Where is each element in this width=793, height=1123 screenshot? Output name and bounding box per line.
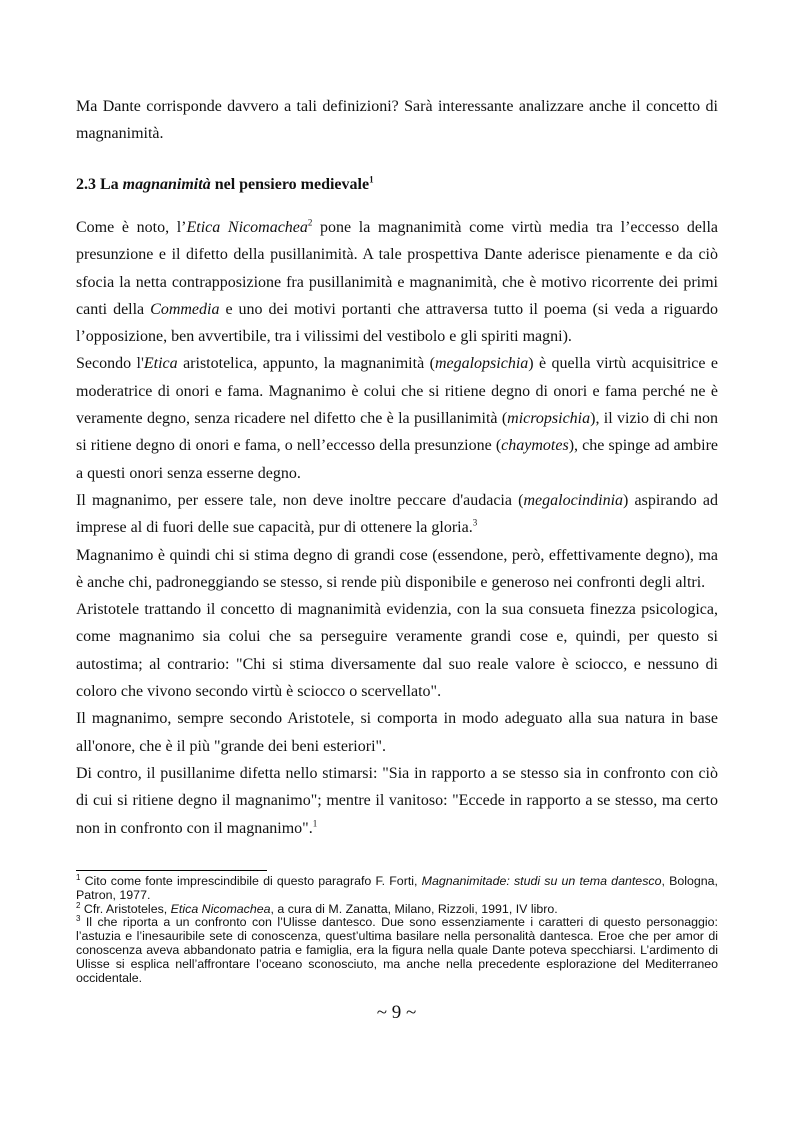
paragraph-5: Aristotele trattando il concetto di magnanimità evidenzia, con la sua consueta finezza psicologica, come magnanimo sia colui che sa perseguire veramente grandi cose e, quindi, per questo si autostima; al contrario: "Chi si stima diversamente dal suo reale valore è sciocco, e nessuno di coloro che vivono secondo virtù è sciocco o scervellato". bbox=[76, 601, 718, 701]
italic-term: Etica bbox=[143, 355, 178, 373]
text-run: Il che riporta a un confronto con l’Ulisse dantesco. Due sono essenziamente i caratteri di questo personaggio: l’astuzia e l’inesauribile sete di conoscenza, quest’ultima basilare nella personalità dantesca. Eroe che per amor di conoscenza aveva abbandonato patria e famiglia, era la figura nella quale Dante poteva specchiarsi. L’ardimento di Ulisse si esplica nell’affrontare l’oceano sconosciuto, ma anche nella precedente esplorazione del Mediterraneo occidentale. bbox=[76, 915, 718, 985]
italic-title: Magnanimitade: studi su un tema dantesco bbox=[421, 874, 662, 888]
page-number: ~ 9 ~ bbox=[376, 1002, 417, 1023]
italic-title: Commedia bbox=[150, 300, 220, 318]
italic-term: megalocindinia bbox=[523, 491, 624, 509]
italic-title: Etica Nicomachea bbox=[186, 219, 308, 236]
text-run: Cito come fonte imprescindibile di questo paragrafo F. Forti, bbox=[80, 874, 422, 888]
text-run: Come è noto, l’ bbox=[76, 219, 187, 236]
italic-term: micropsichia bbox=[507, 410, 591, 428]
paragraph-3 bbox=[76, 487, 718, 542]
italic-term: chaymotes bbox=[501, 437, 569, 455]
italic-title: Etica Nicomachea bbox=[170, 901, 271, 916]
text-run: ), il vizio di chi non si ritiene degno di onori e fama, o nell’eccesso della presunzione ( bbox=[76, 410, 719, 455]
paragraph-7 bbox=[76, 760, 718, 842]
text-run: e uno dei motivi portanti che attraversa tutto il poema (si veda a riguardo l’opposizione, ben avvertibile, tra i vilissimi del vestibolo e gli spiriti magni). bbox=[76, 300, 719, 346]
text-run: ) è quella virtù acquisitrice e moderatrice di onori e fama. Magnanimo è colui che si ritiene degno di onori e fama perché ne è veramente degno, senza ricadere nel difetto che è la pusillanimità ( bbox=[76, 355, 719, 428]
paragraph-1 bbox=[76, 214, 718, 350]
heading-footnote-ref[interactable]: 1 bbox=[369, 174, 374, 185]
footnote-number: 2 bbox=[76, 900, 81, 910]
footnote-1 bbox=[76, 872, 719, 903]
text-run: Di contro, il pusillanime difetta nello stimarsi: "Sia in rapporto a se stesso sia in confronto con ciò di cui si ritiene degno il magnanimo"; mentre il vanitoso: "Eccede in rapporto a se stesso, ma certo non in confronto con il magnanimo". bbox=[76, 764, 718, 837]
heading-rest: nel pensiero medievale bbox=[210, 176, 370, 193]
intro-paragraph bbox=[76, 93, 718, 148]
paragraph-6: Il magnanimo, sempre secondo Aristotele, si comporta in modo adeguato alla sua natura in base all'onore, che è il più "grande dei beni esteriori". bbox=[76, 710, 718, 755]
text-run: ), che spinge ad ambire a questi onori senza esserne degno. bbox=[76, 437, 719, 482]
footnote-ref[interactable]: 3 bbox=[472, 517, 478, 528]
footnote-number: 3 bbox=[76, 914, 81, 924]
text-run: , Bologna, Patron, 1977. bbox=[76, 874, 719, 902]
text-run: Secondo l' bbox=[76, 355, 144, 373]
text-run: ) aspirando ad imprese al di fuori delle sue capacità, pur di ottenere la gloria. bbox=[76, 491, 718, 537]
main-text bbox=[76, 214, 718, 842]
text-run: , a cura di M. Zanatta, Milano, Rizzoli, 1991, IV libro. bbox=[270, 901, 558, 916]
text-run: pone la magnanimità come virtù media tra l’eccesso della presunzione e il difetto della pusillanimità. A tale prospettiva Dante aderisce pienamente e da ciò sfocia la netta contrapposizione fra pusillanimità e magnanimità, che è motivo ricorrente dei primi canti della bbox=[76, 219, 719, 318]
heading-prefix: 2.3 La bbox=[76, 176, 123, 193]
text-run: aristotelica, appunto, la magnanimità ( bbox=[177, 355, 435, 373]
text-run: Il magnanimo, per essere tale, non deve inoltre peccare d'audacia ( bbox=[76, 491, 524, 509]
paragraph-4: Magnanimo è quindi chi si stima degno di grandi cose (essendone, però, effettivamente degno), ma è anche chi, padroneggiando se stesso, si rende più disponibile e generoso nei confronti degli altri. bbox=[76, 546, 718, 591]
italic-term: megalopsichia bbox=[434, 355, 529, 373]
footnote-divider bbox=[76, 870, 267, 871]
heading-italic-term: magnanimità bbox=[122, 176, 211, 193]
footnotes bbox=[76, 872, 719, 985]
paragraph-2 bbox=[76, 350, 718, 486]
footnote-3 bbox=[76, 916, 718, 985]
footnote-ref[interactable]: 2 bbox=[307, 217, 313, 228]
text-run: Cfr. Aristoteles, bbox=[80, 901, 171, 916]
footnote-ref[interactable]: 1 bbox=[312, 818, 318, 829]
section-heading bbox=[76, 174, 374, 196]
intro-text: Ma Dante corrisponde davvero a tali definizioni? Sarà interessante analizzare anche il concetto di magnanimità. bbox=[76, 98, 718, 143]
footnote-number: 1 bbox=[76, 872, 81, 882]
